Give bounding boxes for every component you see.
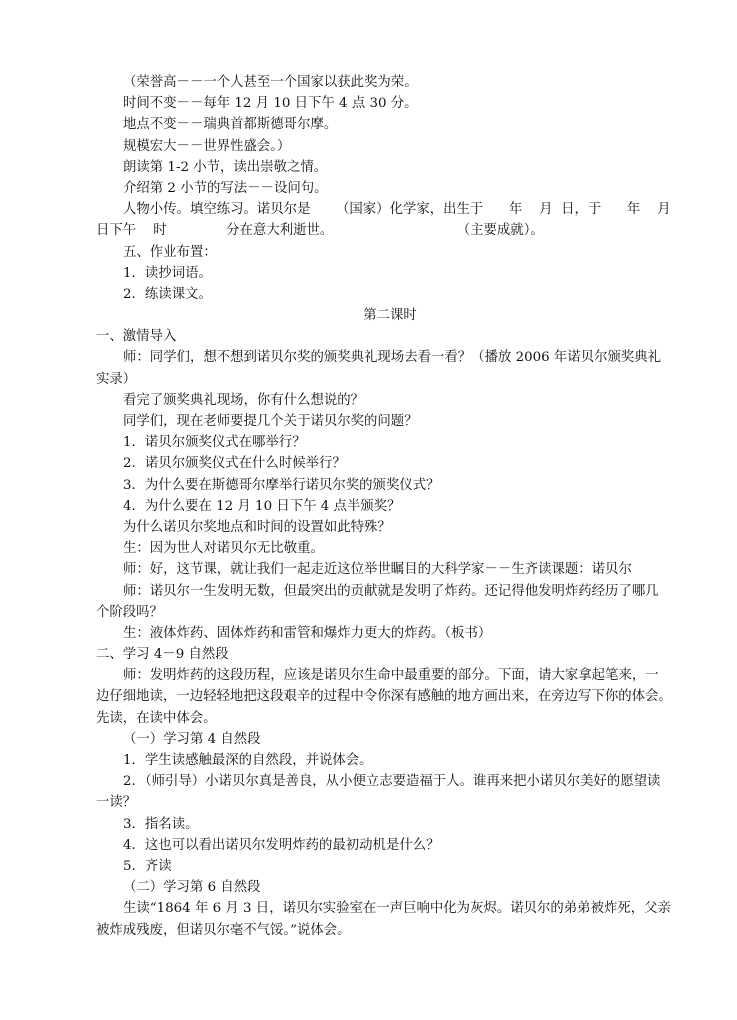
text-line: 被炸成残废，但诺贝尔毫不气馁。”说体会。 xyxy=(96,922,351,938)
subsection-heading: （二）学习第 6 自然段 xyxy=(123,880,261,896)
fill-blank-line: 人物小传。填空练习。诺贝尔是 （国家）化学家，出生于 年 月 日，于 年 月 xyxy=(123,202,671,218)
text-line: 生：液体炸药、固体炸药和雷管和爆炸力更大的炸药。（板书） xyxy=(123,625,492,641)
text-line: 先读，在读中体会。 xyxy=(96,710,217,726)
document-page xyxy=(96,72,684,941)
list-item: 3．指名读。 xyxy=(123,816,199,832)
text-line: 师：诺贝尔一生发明无数，但最突出的贡献就是发明了炸药。还记得他发明炸药经历了哪几 xyxy=(123,583,659,599)
text-line: 个阶段吗？ xyxy=(96,604,163,620)
list-item: 5．齐读 xyxy=(123,858,172,874)
text-line: （荣誉高－－一个人甚至一个国家以获此奖为荣。 xyxy=(123,75,418,90)
lesson-title: 第二课时 xyxy=(363,308,417,324)
text-line: 生：因为世人对诺贝尔无比敬重。 xyxy=(123,541,324,557)
list-item: 1．学生读感触最深的自然段，并说体会。 xyxy=(123,753,373,768)
list-item: 4．这也可以看出诺贝尔发明炸药的最初动机是什么？ xyxy=(123,837,440,853)
text-line: 同学们，现在老师要提几个关于诺贝尔奖的问题？ xyxy=(123,414,418,429)
text-line: 边仔细地读，一边轻轻地把这段艰辛的过程中令你深有感触的地方画出来，在旁边写下你的体会。 xyxy=(96,689,672,705)
text-line: 生读“1864 年 6 月 3 日，诺贝尔实验室在一声巨响中化为灰烬。诺贝尔的弟弟被炸死，父亲 xyxy=(123,901,671,917)
list-item: 1．诺贝尔颁奖仪式在哪举行？ xyxy=(123,435,306,451)
text-line: 一读？ xyxy=(96,795,137,811)
text-line: 地点不变－－瑞典首都斯德哥尔摩。 xyxy=(123,117,338,133)
text-line: 朗读第 1-2 小节，读出崇敬之情。 xyxy=(123,159,328,175)
fill-blank-line: 日下午 时 分在意大利逝世。 （主要成就）。 xyxy=(96,223,544,239)
list-item: 2．练读课文。 xyxy=(123,286,212,302)
list-item: 3．为什么要在斯德哥尔摩举行诺贝尔奖的颁奖仪式？ xyxy=(123,477,440,493)
text-line: 规模宏大－－世界性盛会。） xyxy=(123,138,291,154)
text-line: 为什么诺贝尔奖地点和时间的设置如此特殊？ xyxy=(123,519,391,535)
text-line: 实录） xyxy=(96,371,137,387)
section-heading: 五、作业布置： xyxy=(123,244,217,260)
section-heading: 二、学习 4－9 自然段 xyxy=(96,647,229,663)
list-item: 4．为什么要在 12 月 10 日下午 4 点半颁奖？ xyxy=(123,498,401,514)
text-line: 看完了颁奖典礼现场，你有什么想说的？ xyxy=(123,392,365,408)
subsection-heading: （一）学习第 4 自然段 xyxy=(123,731,261,747)
list-item: 2．诺贝尔颁奖仪式在什么时候举行？ xyxy=(123,456,346,472)
text-line: 师：同学们，想不想到诺贝尔奖的颁奖典礼现场去看一看？（播放 2006 年诺贝尔颁奖典礼 xyxy=(123,350,662,366)
text-line: 时间不变－－每年 12 月 10 日下午 4 点 30 分。 xyxy=(123,96,418,112)
list-item: 1．读抄词语。 xyxy=(123,265,212,281)
text-line: 师：好，这节课，就让我们一起走近这位举世瞩目的大科学家－－生齐读课题：诺贝尔 xyxy=(123,562,632,578)
section-heading: 一、激情导入 xyxy=(96,329,177,345)
text-line: 师：发明炸药的这段历程，应该是诺贝尔生命中最重要的部分。下面，请大家拿起笔来，一 xyxy=(123,668,659,684)
list-item: 2．（师引导）小诺贝尔真是善良，从小便立志要造福于人。谁再来把小诺贝尔美好的愿望读 xyxy=(123,774,661,790)
text-line: 介绍第 2 小节的写法－－设问句。 xyxy=(123,180,328,196)
